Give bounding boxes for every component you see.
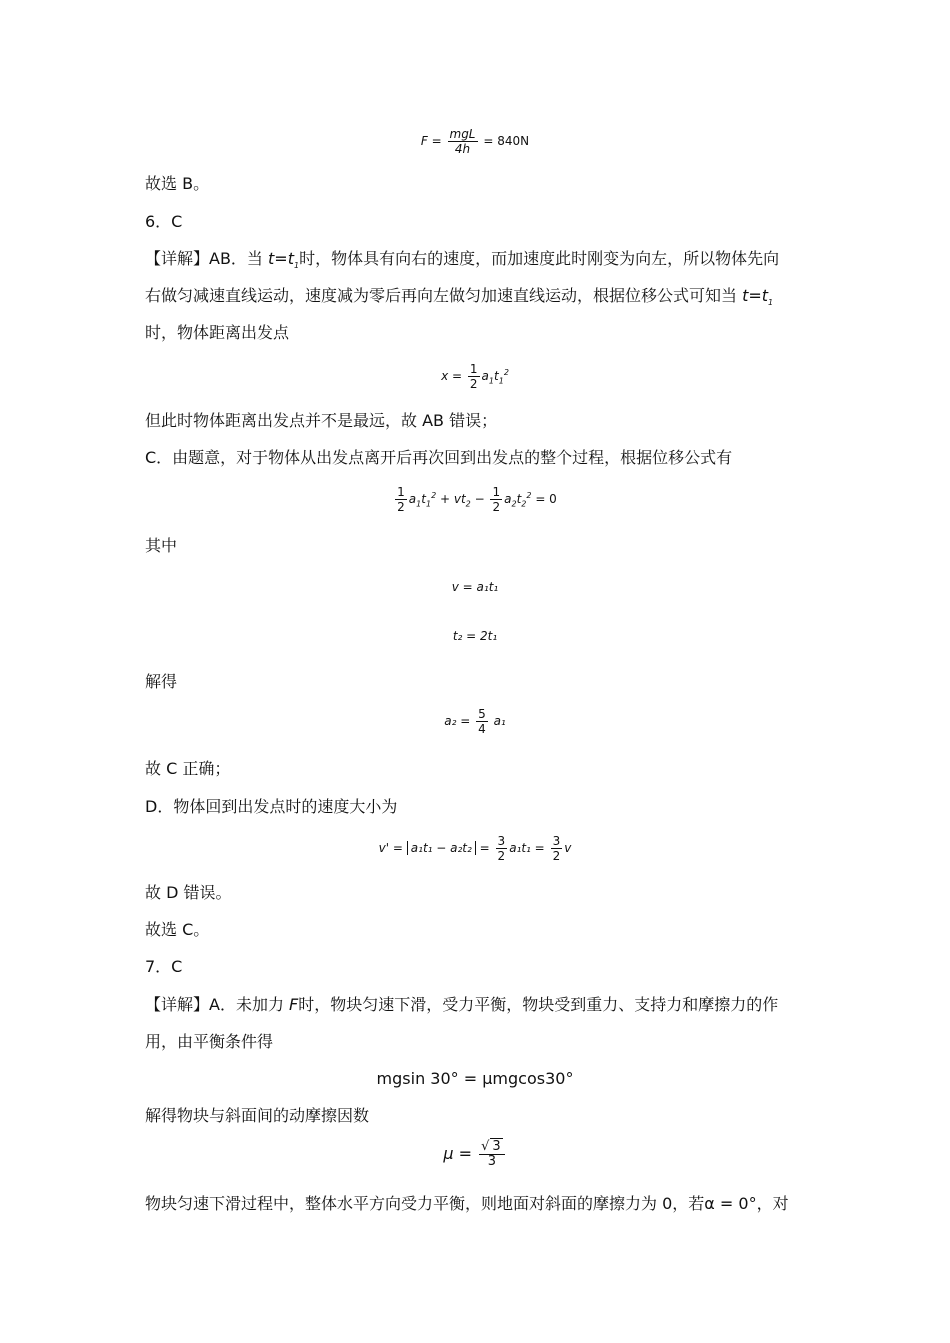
text-line: 故选 B。 — [145, 174, 210, 193]
equation-friction-balance: mgsin 30° = μmgcos30° — [376, 1069, 574, 1088]
text-line: 但此时物体距离出发点并不是最远，故 AB 错误； — [145, 411, 498, 430]
text-line: 用，由平衡条件得 — [145, 1032, 274, 1051]
equation-velocity: v = a₁t₁ — [451, 580, 499, 594]
text-line: 物块匀速下滑过程中，整体水平方向受力平衡，则地面对斜面的摩擦力为 0，若α = 0°，对 — [145, 1194, 789, 1213]
text-line: 故选 C。 — [145, 920, 210, 939]
text-line: 右做匀减速直线运动，速度减为零后再向左做匀加速直线运动，根据位移公式可知当 $t=t_1$ — [145, 286, 774, 308]
text-line: 解得 — [145, 672, 178, 691]
equation-displacement: x = $\frac{1}{2}$ $a_1t_1^2$ — [441, 362, 509, 391]
equation-acceleration-ratio: a₂ = $\frac{5}{4}$ a₁ — [444, 707, 506, 736]
text-line: 【详解】A．未加力 F时，物块匀速下滑，受力平衡，物块受到重力、支持力和摩擦力的作 — [145, 995, 779, 1014]
text-line: 时，物体距离出发点 — [145, 323, 290, 342]
text-line: 【详解】AB．当 $t=t_1$时，物体具有向右的速度，而加速度此时刚变为向左，所以物体先向 — [145, 249, 780, 271]
equation-friction-coefficient: μ = $\frac{√ 3}{3}$ — [0, 1140, 950, 1169]
equation-force: F = $\frac{\text{mgL}}{4h}$ = 840N — [420, 127, 530, 156]
text-line: 故 D 错误。 — [145, 883, 232, 902]
text-line: D．物体回到出发点时的速度大小为 — [145, 797, 398, 816]
equation-time: t₂ = 2t₁ — [452, 629, 498, 643]
text-line: 解得物块与斜面间的动摩擦因数 — [145, 1106, 370, 1125]
equation-return-speed: v' = a₁t₁ − a₂t₂ = $\frac{3}{2}$ a₁t₁ = $\frac{3}{2}$ v — [378, 834, 572, 863]
text-line: 故 C 正确； — [145, 759, 231, 778]
answer-heading-7: 7．C — [145, 957, 183, 976]
equation-displacement-sum: $\frac{1}{2}$ $a_1t_1^2 + vt_2$ − $\frac{1}{2}$ $a_2t_2^2 = 0$ — [397, 485, 557, 514]
answer-heading-6: 6．C — [145, 212, 183, 231]
text-line: C．由题意，对于物体从出发点离开后再次回到出发点的整个过程，根据位移公式有 — [145, 448, 733, 467]
text-line: 其中 — [145, 536, 178, 555]
